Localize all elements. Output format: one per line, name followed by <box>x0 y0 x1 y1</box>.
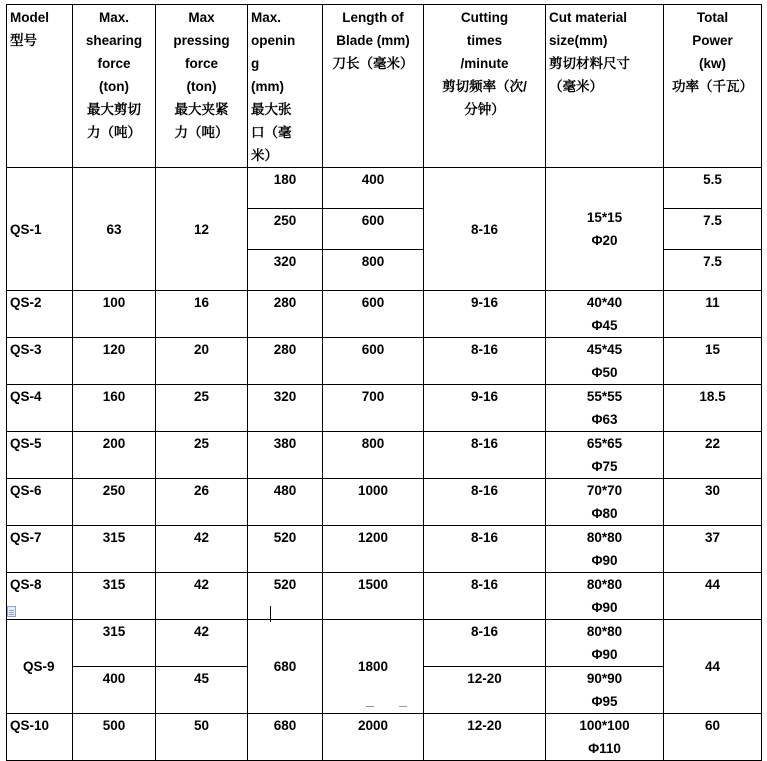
model-cell: QS-2 <box>7 291 73 338</box>
size-cell: 15*15 Φ20 <box>546 168 664 291</box>
power-cell: 60 <box>664 714 762 761</box>
power-cell: 44 <box>664 620 762 714</box>
document-icon <box>7 606 16 617</box>
opening-cell: 280 <box>248 291 323 338</box>
opening-cell: 520 <box>248 526 323 573</box>
power-cell: 5.5 <box>664 168 762 209</box>
shearing-cell: 400 <box>73 667 156 714</box>
cutting-cell: 8-16 <box>424 573 546 620</box>
model-cell: QS-9 <box>7 620 73 714</box>
table-row <box>7 338 762 385</box>
size-cell: 80*80 Φ90 <box>546 620 664 667</box>
opening-cell: 680 <box>248 620 323 714</box>
opening-cell: 520 <box>248 573 323 620</box>
blade-cell: 600 <box>323 338 424 385</box>
pressing-cell: 25 <box>156 385 248 432</box>
size-cell: 40*40 Φ45 <box>546 291 664 338</box>
cutting-cell: 9-16 <box>424 385 546 432</box>
shearing-cell: 100 <box>73 291 156 338</box>
header-opening: Max. openin g (mm) 最大张 口（毫 米） <box>248 5 323 168</box>
header-cutting-times: Cutting times /minute 剪切频率（次/ 分钟） <box>424 5 546 168</box>
blade-cell: 700 <box>323 385 424 432</box>
opening-cell: 680 <box>248 714 323 761</box>
size-cell: 65*65 Φ75 <box>546 432 664 479</box>
shearing-cell: 200 <box>73 432 156 479</box>
header-model: Model 型号 <box>7 5 73 168</box>
pressing-cell: 42 <box>156 526 248 573</box>
header-shearing-force: Max. shearing force (ton) 最大剪切 力（吨） <box>73 5 156 168</box>
power-cell: 7.5 <box>664 250 762 291</box>
power-cell: 11 <box>664 291 762 338</box>
ruler-mark <box>399 706 407 707</box>
model-cell: QS-8 <box>7 573 73 620</box>
blade-cell: 800 <box>323 250 424 291</box>
power-cell: 15 <box>664 338 762 385</box>
model-cell: QS-5 <box>7 432 73 479</box>
table-row <box>7 526 762 573</box>
size-cell: 80*80 Φ90 <box>546 526 664 573</box>
size-cell: 45*45 Φ50 <box>546 338 664 385</box>
blade-cell: 1000 <box>323 479 424 526</box>
opening-cell: 320 <box>248 385 323 432</box>
model-cell: QS-7 <box>7 526 73 573</box>
power-cell: 18.5 <box>664 385 762 432</box>
pressing-cell: 45 <box>156 667 248 714</box>
shearing-cell: 120 <box>73 338 156 385</box>
blade-cell: 400 <box>323 168 424 209</box>
cutting-cell: 8-16 <box>424 620 546 667</box>
blade-cell: 800 <box>323 432 424 479</box>
pressing-cell: 26 <box>156 479 248 526</box>
shearing-cell: 63 <box>73 168 156 291</box>
pressing-cell: 42 <box>156 573 248 620</box>
blade-cell: 600 <box>323 209 424 250</box>
pressing-cell: 20 <box>156 338 248 385</box>
power-cell: 44 <box>664 573 762 620</box>
power-cell: 30 <box>664 479 762 526</box>
header-row <box>7 5 762 168</box>
header-total-power: Total Power (kw) 功率（千瓦） <box>664 5 762 168</box>
model-cell: QS-6 <box>7 479 73 526</box>
model-cell: QS-10 <box>7 714 73 761</box>
table-row <box>7 714 762 761</box>
model-cell: QS-3 <box>7 338 73 385</box>
cutting-cell: 12-20 <box>424 667 546 714</box>
cutting-cell: 8-16 <box>424 479 546 526</box>
size-cell: 90*90 Φ95 <box>546 667 664 714</box>
cutting-cell: 12-20 <box>424 714 546 761</box>
header-blade-length: Length of Blade (mm) 刀长（毫米） <box>323 5 424 168</box>
opening-cell: 380 <box>248 432 323 479</box>
opening-cell: 480 <box>248 479 323 526</box>
shearing-cell: 315 <box>73 526 156 573</box>
model-cell: QS-4 <box>7 385 73 432</box>
size-cell: 80*80 Φ90 <box>546 573 664 620</box>
size-cell: 55*55 Φ63 <box>546 385 664 432</box>
blade-cell: 1800 <box>323 620 424 714</box>
table-row <box>7 432 762 479</box>
power-cell: 37 <box>664 526 762 573</box>
ruler-mark <box>366 706 374 707</box>
blade-cell: 600 <box>323 291 424 338</box>
shearing-cell: 500 <box>73 714 156 761</box>
shearing-cell: 250 <box>73 479 156 526</box>
blade-cell: 1500 <box>323 573 424 620</box>
pressing-cell: 50 <box>156 714 248 761</box>
header-pressing-force: Max pressing force (ton) 最大夹紧 力（吨） <box>156 5 248 168</box>
cutting-cell: 8-16 <box>424 526 546 573</box>
table-row <box>7 620 762 667</box>
opening-cell: 280 <box>248 338 323 385</box>
power-cell: 7.5 <box>664 209 762 250</box>
spec-table <box>6 4 762 761</box>
table-row <box>7 168 762 209</box>
size-cell: 70*70 Φ80 <box>546 479 664 526</box>
shearing-cell: 315 <box>73 573 156 620</box>
blade-cell: 2000 <box>323 714 424 761</box>
table-row <box>7 385 762 432</box>
size-cell: 100*100 Φ110 <box>546 714 664 761</box>
model-cell: QS-1 <box>7 168 73 291</box>
table-row <box>7 291 762 338</box>
opening-cell: 320 <box>248 250 323 291</box>
table-row <box>7 479 762 526</box>
pressing-cell: 12 <box>156 168 248 291</box>
cutting-cell: 8-16 <box>424 432 546 479</box>
shearing-cell: 315 <box>73 620 156 667</box>
pressing-cell: 42 <box>156 620 248 667</box>
header-cut-material-size: Cut material size(mm) 剪切材料尺寸 （毫米） <box>546 5 664 168</box>
opening-cell: 180 <box>248 168 323 209</box>
pressing-cell: 25 <box>156 432 248 479</box>
cutting-cell: 8-16 <box>424 168 546 291</box>
table-row <box>7 573 762 620</box>
cutting-cell: 9-16 <box>424 291 546 338</box>
text-cursor <box>270 606 271 622</box>
cutting-cell: 8-16 <box>424 338 546 385</box>
blade-cell: 1200 <box>323 526 424 573</box>
opening-cell: 250 <box>248 209 323 250</box>
power-cell: 22 <box>664 432 762 479</box>
pressing-cell: 16 <box>156 291 248 338</box>
shearing-cell: 160 <box>73 385 156 432</box>
